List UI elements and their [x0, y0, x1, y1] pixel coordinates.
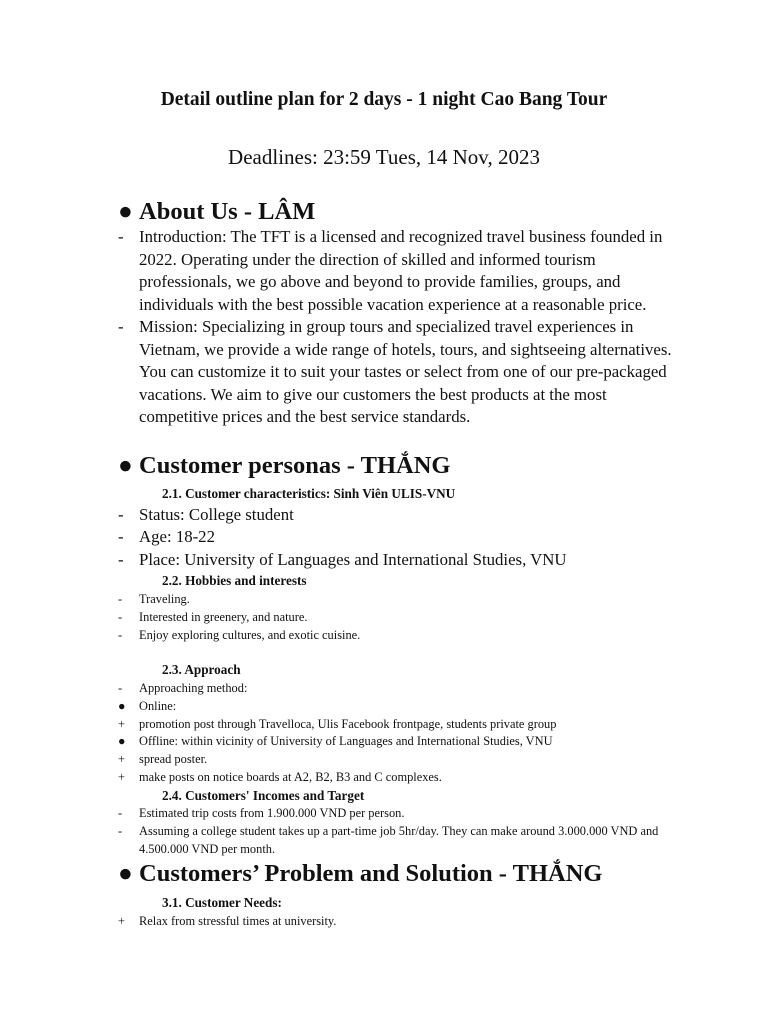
needs-list — [118, 913, 678, 931]
heading-text: About Us - LÂM — [139, 198, 316, 225]
dash-marker: - — [118, 317, 124, 336]
dash-marker: - — [118, 681, 123, 695]
section-heading-about — [118, 198, 315, 226]
list-item-cost — [118, 805, 678, 823]
subheading-approach: 2.3. Approach — [162, 662, 241, 677]
plus-marker: + — [118, 769, 125, 784]
list-item-online — [118, 698, 678, 716]
subheading-needs: 3.1. Customer Needs: — [162, 895, 282, 910]
list-item-offline-detail — [118, 751, 678, 769]
hobby-text: Interested in greenery, and nature. — [139, 609, 308, 624]
plus-marker: + — [118, 716, 125, 731]
plus-marker: + — [118, 752, 125, 767]
heading-text: Customer personas - THẮNG — [139, 452, 451, 479]
online-detail-text: promotion post through Travelloca, Ulis Facebook frontpage, students private group — [139, 716, 557, 731]
deadline-line: Deadlines: 23:59 Tues, 14 Nov, 2023 — [228, 145, 540, 169]
bullet-icon: ● — [118, 698, 126, 713]
dash-marker: - — [118, 227, 124, 246]
bullet-icon: ● — [118, 734, 126, 749]
list-item-introduction — [118, 226, 678, 316]
method-text: Approaching method: — [139, 681, 248, 695]
list-item — [118, 627, 678, 645]
offline-detail-text: spread poster. — [139, 752, 208, 767]
dash-marker: - — [118, 550, 124, 569]
plus-marker: + — [118, 914, 125, 928]
list-item-status — [118, 504, 294, 527]
list-item-place — [118, 549, 567, 572]
heading-text: Customers’ Problem and Solution - THẮNG — [139, 860, 603, 887]
hobby-text: Enjoy exploring cultures, and exotic cuisine. — [139, 627, 361, 642]
document-title: Detail outline plan for 2 days - 1 night Cao Bang Tour — [160, 89, 608, 110]
list-item-offline-detail — [118, 769, 678, 787]
dash-marker: - — [118, 527, 124, 546]
section-heading-problem — [118, 860, 603, 888]
incomes-list — [118, 805, 678, 858]
dash-marker: - — [118, 806, 123, 820]
mission-text: Mission: Specializing in group tours and specialized travel experiences in Vietnam, we provide a wide range of hotels, tours, and sightseeing alternatives. You can customize it to suit your tastes or select from one of our pre-packaged vacations. We aim to give our customers the best products at the most competitive prices and the best service standards. — [139, 317, 672, 426]
need-text: Relax from stressful times at university. — [139, 914, 337, 928]
list-item — [118, 591, 678, 609]
hobby-text: Traveling. — [139, 592, 190, 606]
section-heading-personas — [118, 452, 450, 480]
list-item-age — [118, 526, 215, 549]
offline-detail-text: make posts on notice boards at A2, B2, B3 and C complexes. — [139, 769, 442, 784]
subheading-incomes: 2.4. Customers' Incomes and Target — [162, 788, 365, 803]
list-item-mission — [118, 316, 678, 429]
dash-marker: - — [118, 627, 123, 642]
dash-marker: - — [118, 505, 124, 524]
bullet-icon: ● — [118, 452, 133, 479]
about-list — [118, 226, 678, 429]
age-text: Age: 18-22 — [139, 527, 215, 546]
list-item-method — [118, 680, 678, 698]
bullet-icon: ● — [118, 198, 133, 225]
list-item — [118, 609, 678, 627]
list-item-online-detail — [118, 716, 678, 734]
bullet-icon: ● — [118, 860, 133, 887]
dash-marker: - — [118, 609, 123, 624]
place-text: Place: University of Languages and International Studies, VNU — [139, 550, 567, 569]
subheading-hobbies: 2.2. Hobbies and interests — [162, 573, 307, 588]
dash-marker: - — [118, 592, 123, 606]
approach-list — [118, 680, 678, 787]
list-item-offline — [118, 733, 678, 751]
subheading-characteristics: 2.1. Customer characteristics: Sinh Viên ULIS-VNU — [162, 486, 456, 501]
cost-text: Estimated trip costs from 1.900.000 VND per person. — [139, 806, 405, 820]
online-text: Online: — [139, 698, 177, 713]
hobbies-list — [118, 591, 678, 644]
offline-text: Offline: within vicinity of University of Languages and International Studies, VNU — [139, 734, 553, 749]
income-text: Assuming a college student takes up a part-time job 5hr/day. They can make around 3.000.000 VND and 4.500.000 VND per month. — [139, 823, 659, 856]
list-item-need — [118, 913, 678, 931]
dash-marker: - — [118, 823, 123, 838]
status-text: Status: College student — [139, 505, 294, 524]
list-item-income — [118, 823, 678, 859]
introduction-text: Introduction: The TFT is a licensed and recognized travel business founded in 2022. Operating under the direction of skilled and informed tourism professionals, we go above and beyond to provide families, groups, and individuals with the best possible vacation experience at a reasonable price. — [139, 227, 663, 314]
